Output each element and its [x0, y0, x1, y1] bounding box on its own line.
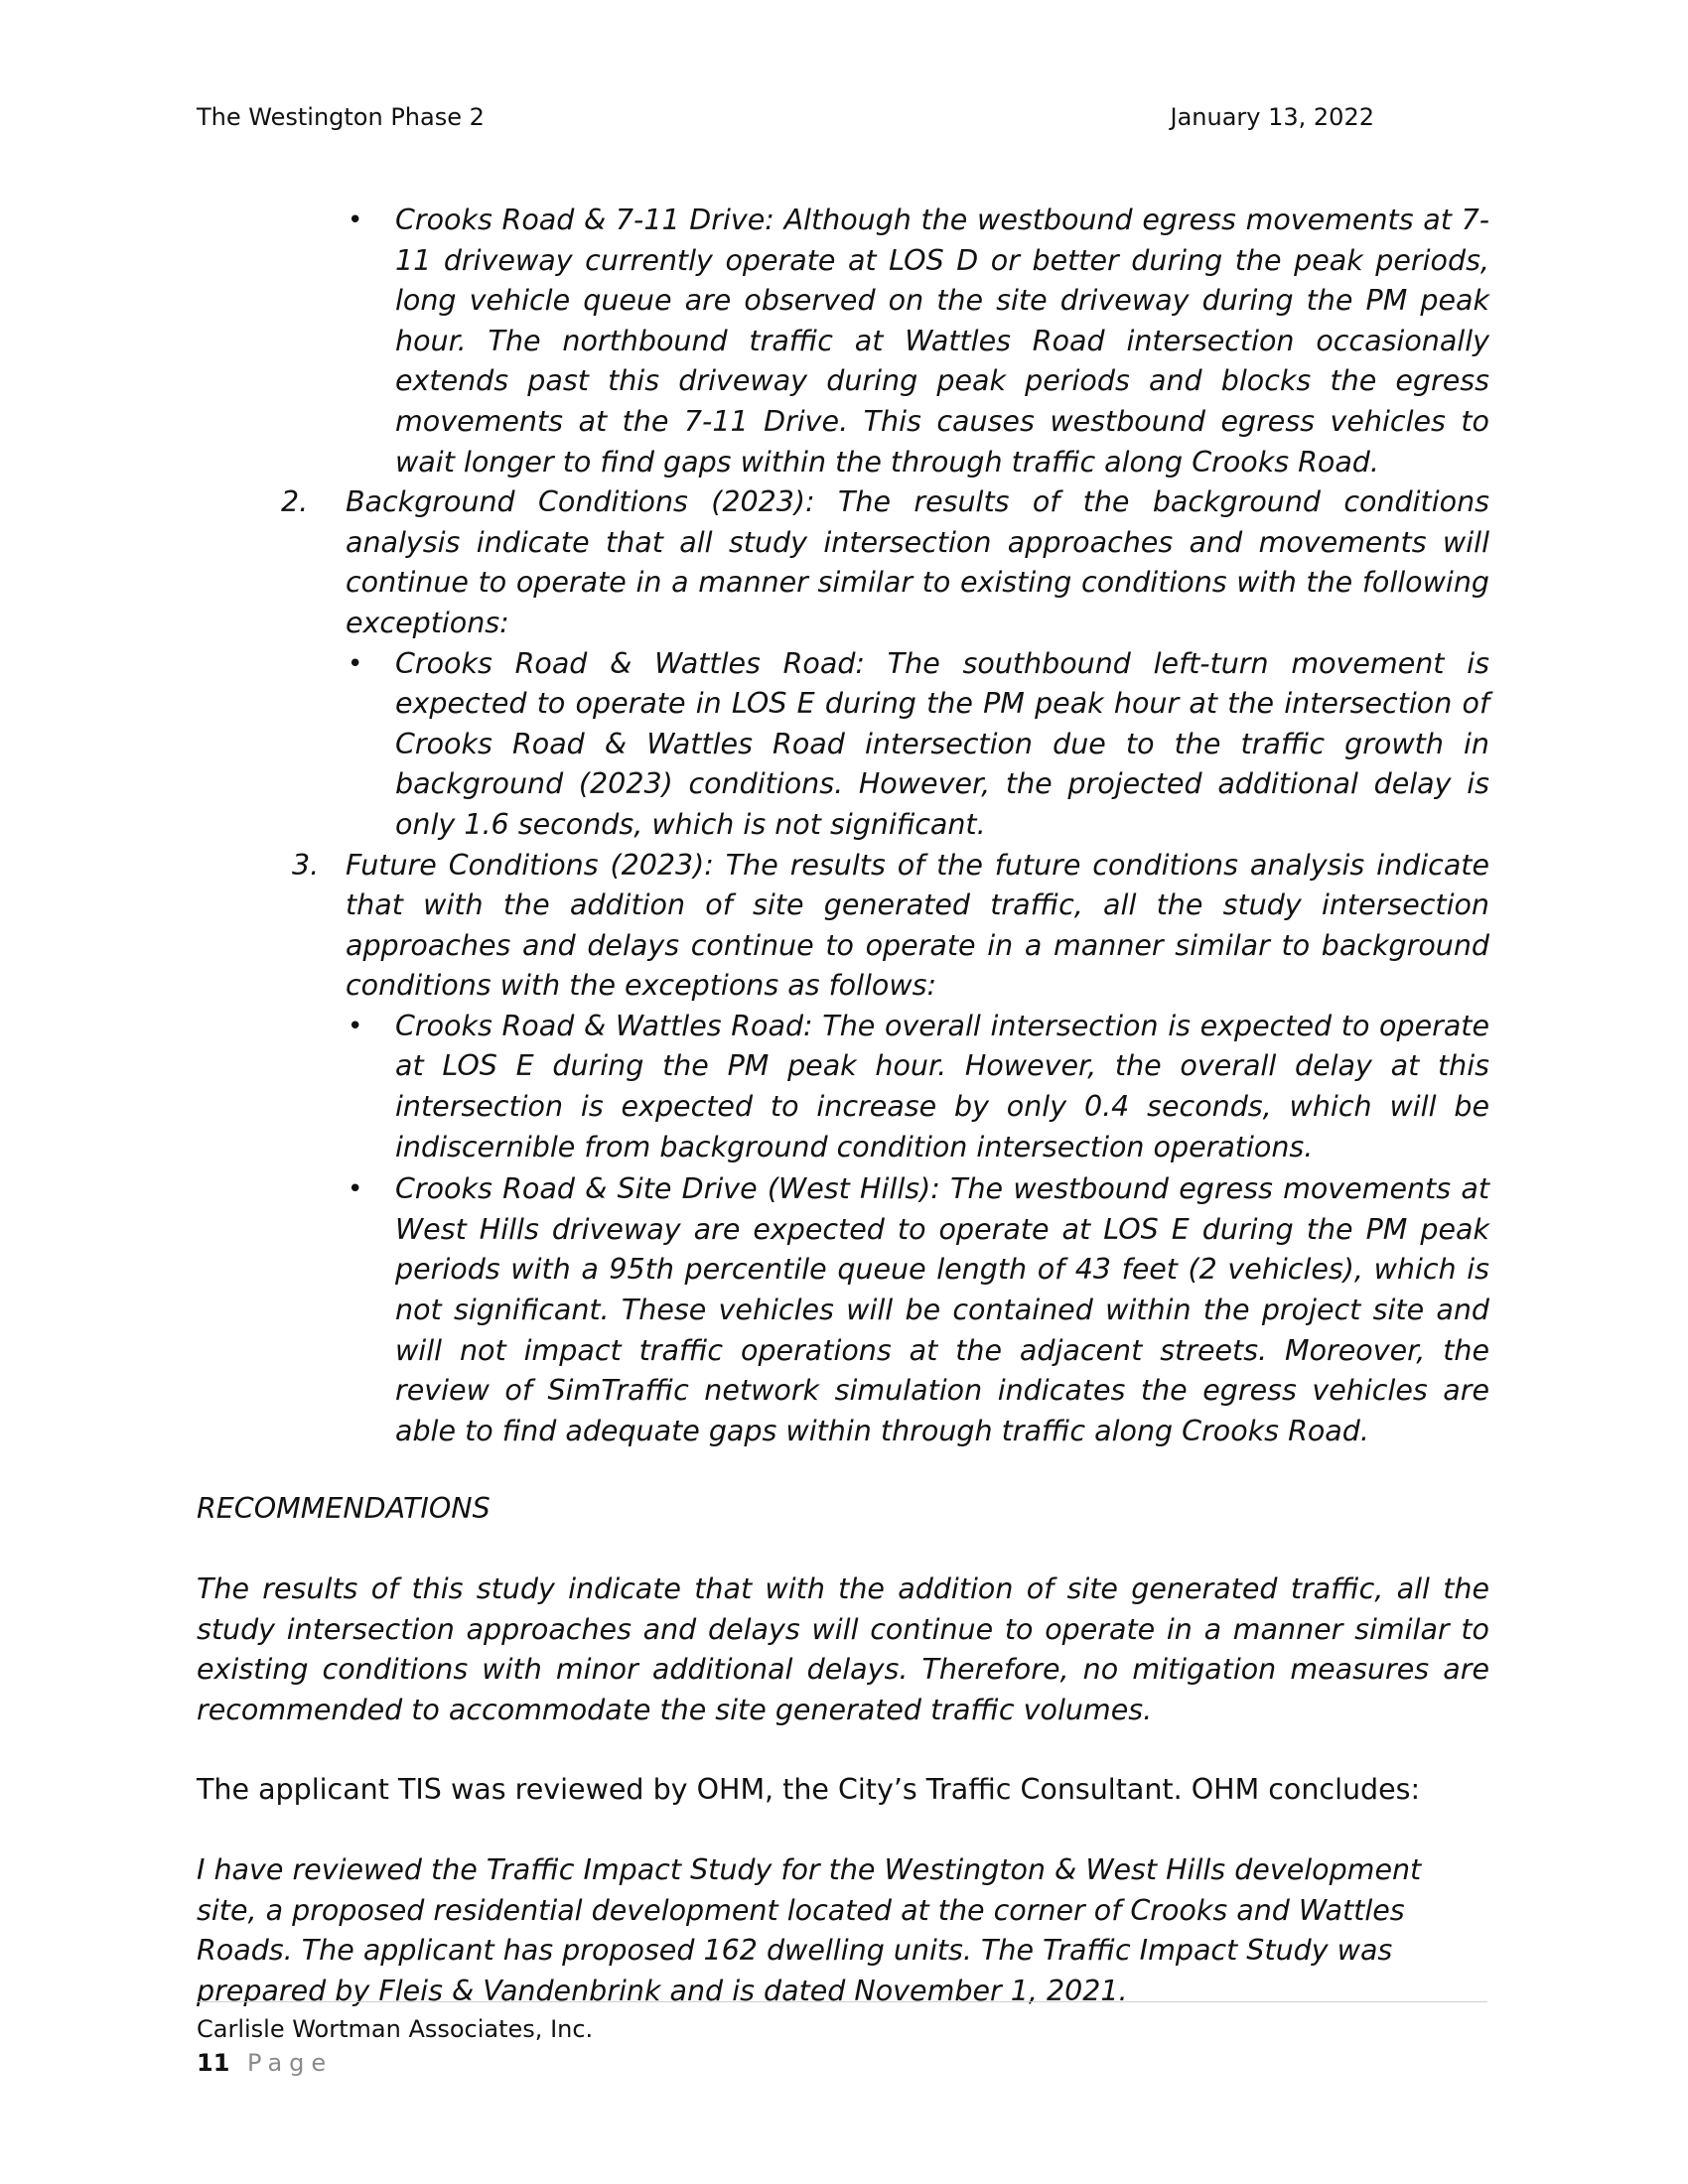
item-number: 2.	[281, 485, 309, 519]
page-footer	[197, 2001, 1487, 2080]
bullet-text: Crooks Road & Wattles Road: The southbound left-turn movement is expected to operate in LOS E during the PM peak hour at the intersection of Crooks Road & Wattles Road intersection due to the traffic growth in background (2023) conditions. However, the projected additional delay is only 1.6 seconds, which is not significant.	[395, 646, 1489, 841]
bullet-mark: •	[348, 1174, 363, 1205]
item-future-conditions	[197, 846, 1489, 1007]
footer-page-indicator	[197, 2046, 1487, 2080]
bullet-mark: •	[348, 648, 363, 679]
item-background-conditions	[197, 482, 1489, 643]
header-date: January 13, 2022	[1170, 103, 1374, 131]
bullet-future-wattles	[197, 1007, 1489, 1167]
bullet-mark: •	[348, 205, 363, 235]
header-title: The Westington Phase 2	[197, 103, 485, 131]
item-text: Future Conditions (2023): The results of the future conditions analysis indicate that with the addition of site generated traffic, all the study intersection approaches and delays continue to operate in a manner similar to background conditions with the exceptions as follows:	[346, 848, 1489, 1003]
footer-company: Carlisle Wortman Associates, Inc.	[197, 2015, 594, 2043]
page-label: Page	[247, 2049, 334, 2077]
page-header	[197, 103, 1374, 131]
bullet-text: Crooks Road & Wattles Road: The overall intersection is expected to operate at LOS E during the PM peak hour. However, the overall delay at this intersection is expected to increase by only 0.4 seconds, which will be indiscernible from background condition intersection operations.	[395, 1009, 1489, 1163]
bullet-text: Crooks Road & Site Drive (West Hills): The westbound egress movements at West Hills driveway are expected to operate at LOS E during the PM peak periods with a 95th percentile queue length of 43 feet (2 vehicles), which is not significant. These vehicles will be contained within the project site and will not impact traffic operations at the adjacent streets. Moreover, the review of SimTraffic network simulation indicates the egress vehicles are able to find adequate gaps within through traffic along Crooks Road.	[395, 1172, 1489, 1447]
bullet-7-11-drive	[197, 201, 1489, 482]
bullet-mark: •	[348, 1011, 363, 1041]
item-text: Background Conditions (2023): The results of the background conditions analysis indicate that all study intersection approaches and movements will continue to operate in a manner similar to existing conditions with the following exceptions:	[346, 485, 1489, 639]
page-number: 11	[197, 2049, 230, 2077]
recommendations-heading: RECOMMENDATIONS	[197, 1492, 491, 1526]
ohm-quote-paragraph: I have reviewed the Traffic Impact Study for the Westington & West Hills development site, a proposed residential development located at the corner of Crooks and Wattles Roads. The applicant has proposed 162 dwelling units. The Traffic Impact Study was prepared by Fleis & Vandenbrink and is dated November 1, 2021.	[197, 1852, 1422, 2007]
page-content	[197, 201, 1489, 2011]
item-number: 3.	[292, 848, 320, 882]
recommendations-paragraph: The results of this study indicate that with the addition of site generated traffic, all the study intersection approaches and delays will continue to operate in a manner similar to existing conditions with minor additional delays. Therefore, no mitigation measures are recommended to accommodate the site generated traffic volumes.	[197, 1572, 1489, 1726]
bullet-text: Crooks Road & 7-11 Drive: Although the westbound egress movements at 7-11 driveway currently operate at LOS D or better during the peak periods, long vehicle queue are observed on the site driveway during the PM peak hour. The northbound traffic at Wattles Road intersection occasionally extends past this driveway during peak periods and blocks the egress movements at the 7-11 Drive. This causes westbound egress vehicles to wait longer to find gaps within the through traffic along Crooks Road.	[395, 204, 1489, 478]
bullet-background-wattles	[197, 644, 1489, 846]
ohm-intro-paragraph: The applicant TIS was reviewed by OHM, the City’s Traffic Consultant. OHM concludes:	[197, 1773, 1421, 1807]
bullet-future-site-drive	[197, 1169, 1489, 1451]
